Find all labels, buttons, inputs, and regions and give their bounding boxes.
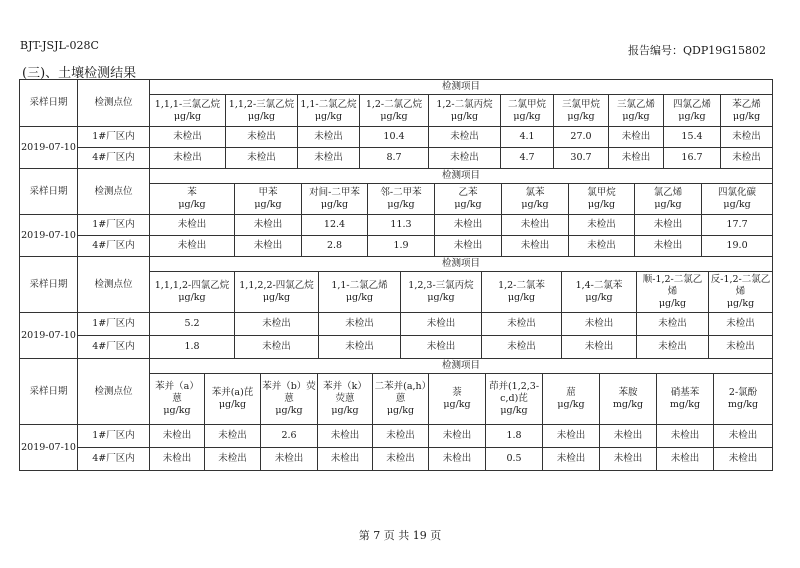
item-header <box>302 184 368 215</box>
item-name: 氯苯 <box>525 187 545 199</box>
result-value: 未检出 <box>226 148 298 169</box>
item-unit: μg/kg <box>262 292 291 303</box>
sample-point: 4#厂区内 <box>78 336 150 359</box>
item-unit: μg/kg <box>567 110 595 122</box>
sample-point: 4#厂区内 <box>78 236 150 257</box>
item-unit: μg/kg <box>380 110 408 122</box>
item-unit: μg/kg <box>678 110 706 122</box>
result-value: 未检出 <box>637 336 709 359</box>
result-value: 未检出 <box>226 127 298 148</box>
item-name: 1,4-二氯苯 <box>575 280 623 292</box>
table-row <box>20 148 773 169</box>
item-unit: mg/kg <box>612 399 644 410</box>
item-unit: μg/kg <box>275 404 303 416</box>
sample-point: 1#厂区内 <box>78 215 150 236</box>
page-footer: 第 7 页 共 19 页 <box>358 529 442 542</box>
item-unit: μg/kg <box>254 199 282 210</box>
item-header <box>486 374 543 425</box>
item-name: 对间-二甲苯 <box>309 187 360 199</box>
item-name: 1,1,1,2-四氯乙烷 <box>154 280 230 292</box>
item-name: 1,2-二氯丙烷 <box>436 98 493 110</box>
item-unit: μg/kg <box>585 292 613 303</box>
result-value: 未检出 <box>298 148 360 169</box>
item-header <box>501 95 554 127</box>
item-name: 顺-1,2-二氯乙烯 <box>642 274 703 298</box>
result-value: 未检出 <box>318 425 373 448</box>
result-value: 10.4 <box>360 127 429 148</box>
item-name: 二苯并(a,h）蒽 <box>374 381 427 405</box>
point-header: 检测点位 <box>78 359 150 425</box>
item-header <box>150 95 226 127</box>
item-name: 2-氯酚 <box>728 387 758 399</box>
item-name: 硝基苯 <box>670 387 700 399</box>
item-header <box>150 272 235 313</box>
sample-date: 2019-07-10 <box>20 313 78 359</box>
date-header: 采样日期 <box>20 169 78 215</box>
item-name: 四氯乙烯 <box>672 98 711 110</box>
result-value: 未检出 <box>600 425 657 448</box>
item-name: 甲苯 <box>258 187 278 199</box>
item-header <box>702 184 773 215</box>
item-name: 1,1-二氯乙烯 <box>331 280 388 292</box>
item-name: 苯并(a)芘 <box>211 387 254 399</box>
item-header <box>435 184 502 215</box>
item-name: 1,1,2,2-四氯乙烷 <box>239 280 314 292</box>
item-unit: μg/kg <box>178 199 206 210</box>
date-header: 采样日期 <box>20 80 78 127</box>
item-unit: μg/kg <box>521 199 549 210</box>
item-header <box>600 374 657 425</box>
item-unit: mg/kg <box>669 399 701 410</box>
item-name: 萘 <box>452 387 462 399</box>
result-value: 未检出 <box>429 148 501 169</box>
item-header <box>609 95 664 127</box>
result-table-1 <box>19 79 773 169</box>
item-unit: μg/kg <box>658 297 687 309</box>
result-value: 未检出 <box>709 313 773 336</box>
result-value: 未检出 <box>502 236 569 257</box>
item-name: 苯 <box>187 187 197 199</box>
item-header <box>226 95 298 127</box>
result-value: 未检出 <box>150 148 226 169</box>
item-header <box>554 95 609 127</box>
item-unit: μg/kg <box>726 297 755 309</box>
item-name: 1,1,2-三氯乙烷 <box>228 98 295 110</box>
result-value: 2.6 <box>261 425 318 448</box>
item-unit: μg/kg <box>654 199 682 210</box>
sample-date: 2019-07-10 <box>20 127 78 169</box>
items-header: 检测项目 <box>150 359 773 374</box>
item-header <box>318 374 373 425</box>
result-table-4 <box>19 358 773 471</box>
item-name: 1,2-二氯苯 <box>498 280 545 292</box>
item-unit: μg/kg <box>587 199 616 210</box>
item-header <box>205 374 261 425</box>
item-header <box>543 374 600 425</box>
result-value: 未检出 <box>562 313 637 336</box>
result-value: 未检出 <box>482 336 562 359</box>
table-row <box>20 236 773 257</box>
result-value: 未检出 <box>261 448 318 471</box>
result-value: 30.7 <box>554 148 609 169</box>
point-header: 检测点位 <box>78 257 150 313</box>
item-header <box>373 374 429 425</box>
item-unit: μg/kg <box>163 404 191 416</box>
result-value: 未检出 <box>657 448 714 471</box>
table-row <box>20 336 773 359</box>
point-header: 检测点位 <box>78 169 150 215</box>
result-table-2 <box>19 168 773 257</box>
result-value: 未检出 <box>482 313 562 336</box>
item-unit: μg/kg <box>387 199 415 210</box>
items-header: 检测项目 <box>150 169 773 184</box>
item-unit: mg/kg <box>727 399 759 410</box>
item-header <box>150 184 235 215</box>
item-name: 邻-二甲苯 <box>380 187 422 199</box>
result-value: 未检出 <box>205 448 261 471</box>
item-header <box>637 272 709 313</box>
item-unit: μg/kg <box>218 399 247 410</box>
item-header <box>721 95 773 127</box>
sample-date: 2019-07-10 <box>20 425 78 471</box>
result-value: 未检出 <box>298 127 360 148</box>
item-name: 四氯化碳 <box>718 187 757 199</box>
item-unit: μg/kg <box>345 292 374 303</box>
item-name: 二氯甲烷 <box>507 98 546 110</box>
item-header <box>714 374 773 425</box>
result-value: 未检出 <box>635 215 702 236</box>
result-value: 未检出 <box>235 215 302 236</box>
result-value: 未检出 <box>150 425 205 448</box>
item-name: 三氯乙烯 <box>616 98 655 110</box>
item-unit: μg/kg <box>500 404 528 416</box>
result-value: 未检出 <box>635 236 702 257</box>
result-value: 未检出 <box>150 127 226 148</box>
item-name: 苯乙烯 <box>732 98 761 110</box>
result-table-3 <box>19 256 773 359</box>
item-name: 苯并（k）荧蒽 <box>323 381 367 405</box>
result-value: 未检出 <box>373 448 429 471</box>
table-row <box>20 425 773 448</box>
report-number: 报告编号：QDP19G15802 <box>627 44 766 57</box>
result-value: 未检出 <box>319 336 401 359</box>
item-name: 氯甲烷 <box>587 187 616 199</box>
sample-point: 4#厂区内 <box>78 148 150 169</box>
result-value: 未检出 <box>401 336 482 359</box>
item-header <box>429 95 501 127</box>
result-value: 4.7 <box>501 148 554 169</box>
result-value: 未检出 <box>721 148 773 169</box>
item-unit: μg/kg <box>331 404 359 416</box>
item-header <box>368 184 435 215</box>
result-value: 1.8 <box>486 425 543 448</box>
result-value: 未检出 <box>714 448 773 471</box>
item-name: 茚并(1,2,3-c,d)芘 <box>488 381 540 405</box>
item-header <box>664 95 721 127</box>
item-header <box>235 272 319 313</box>
result-value: 未检出 <box>609 127 664 148</box>
item-header <box>482 272 562 313</box>
date-header: 采样日期 <box>20 359 78 425</box>
item-unit: μg/kg <box>314 110 343 122</box>
result-value: 2.8 <box>302 236 368 257</box>
item-name: 1,2,3-三氯丙烷 <box>408 280 474 292</box>
result-value: 未检出 <box>150 236 235 257</box>
item-header <box>502 184 569 215</box>
item-name: 1,1,1-三氯乙烷 <box>154 98 221 110</box>
result-value: 未检出 <box>373 425 429 448</box>
result-value: 未检出 <box>502 215 569 236</box>
result-value: 未检出 <box>319 313 401 336</box>
result-value: 未检出 <box>235 336 319 359</box>
result-value: 27.0 <box>554 127 609 148</box>
form-code: BJT-JSJL-028C <box>20 39 99 52</box>
table-row <box>20 448 773 471</box>
item-name: 三氯甲烷 <box>561 98 600 110</box>
item-unit: μg/kg <box>443 399 471 410</box>
result-value: 未检出 <box>235 236 302 257</box>
result-value: 未检出 <box>543 425 600 448</box>
item-unit: μg/kg <box>454 199 482 210</box>
result-value: 未检出 <box>318 448 373 471</box>
item-header <box>298 95 360 127</box>
result-value: 未检出 <box>150 448 205 471</box>
sample-point: 1#厂区内 <box>78 313 150 336</box>
item-header <box>319 272 401 313</box>
result-value: 4.1 <box>501 127 554 148</box>
item-header <box>709 272 773 313</box>
result-value: 未检出 <box>562 336 637 359</box>
item-header <box>261 374 318 425</box>
item-header <box>657 374 714 425</box>
item-name: 苯胺 <box>618 387 638 399</box>
item-unit: μg/kg <box>557 399 585 410</box>
section-title: (三)、土壤检测结果 <box>22 66 137 81</box>
item-name: 1,2-二氯乙烷 <box>365 98 423 110</box>
result-value: 未检出 <box>150 215 235 236</box>
result-value: 未检出 <box>709 336 773 359</box>
result-value: 0.5 <box>486 448 543 471</box>
result-value: 未检出 <box>401 313 482 336</box>
result-value: 1.9 <box>368 236 435 257</box>
result-value: 未检出 <box>429 425 486 448</box>
result-value: 未检出 <box>543 448 600 471</box>
item-name: 苯并（a）蒽 <box>155 381 199 405</box>
item-unit: μg/kg <box>723 199 751 210</box>
result-value: 未检出 <box>429 448 486 471</box>
item-header <box>635 184 702 215</box>
result-value: 未检出 <box>569 215 635 236</box>
item-name: 乙苯 <box>458 187 478 199</box>
item-unit: μg/kg <box>732 110 761 122</box>
item-name: 䓛 <box>566 387 576 399</box>
item-name: 苯并（b）荧蒽 <box>262 381 316 405</box>
table-row <box>20 215 773 236</box>
item-header <box>401 272 482 313</box>
item-unit: μg/kg <box>386 404 415 416</box>
item-unit: μg/kg <box>622 110 650 122</box>
result-value: 未检出 <box>714 425 773 448</box>
result-value: 12.4 <box>302 215 368 236</box>
items-header: 检测项目 <box>150 80 773 95</box>
item-header <box>429 374 486 425</box>
date-header: 采样日期 <box>20 257 78 313</box>
result-value: 15.4 <box>664 127 721 148</box>
item-unit: μg/kg <box>178 292 206 303</box>
result-value: 1.8 <box>150 336 235 359</box>
item-name: 反-1,2-二氯乙烯 <box>710 274 771 298</box>
result-value: 16.7 <box>664 148 721 169</box>
table-row <box>20 313 773 336</box>
item-header <box>562 272 637 313</box>
sample-point: 1#厂区内 <box>78 425 150 448</box>
result-value: 未检出 <box>657 425 714 448</box>
result-value: 未检出 <box>235 313 319 336</box>
result-value: 5.2 <box>150 313 235 336</box>
point-header: 检测点位 <box>78 80 150 127</box>
item-header <box>360 95 429 127</box>
item-header <box>150 374 205 425</box>
result-value: 未检出 <box>429 127 501 148</box>
result-value: 未检出 <box>721 127 773 148</box>
item-unit: μg/kg <box>450 110 479 122</box>
table-row <box>20 127 773 148</box>
item-unit: μg/kg <box>513 110 541 122</box>
result-value: 未检出 <box>600 448 657 471</box>
sample-point: 1#厂区内 <box>78 127 150 148</box>
result-value: 11.3 <box>368 215 435 236</box>
item-unit: μg/kg <box>247 110 276 122</box>
item-name: 氯乙烯 <box>653 187 683 199</box>
result-value: 17.7 <box>702 215 773 236</box>
result-value: 未检出 <box>205 425 261 448</box>
sample-point: 4#厂区内 <box>78 448 150 471</box>
result-value: 未检出 <box>609 148 664 169</box>
result-value: 未检出 <box>435 215 502 236</box>
items-header: 检测项目 <box>150 257 773 272</box>
result-value: 未检出 <box>569 236 635 257</box>
result-value: 未检出 <box>637 313 709 336</box>
result-value: 19.0 <box>702 236 773 257</box>
item-unit: μg/kg <box>427 292 455 303</box>
item-unit: μg/kg <box>320 199 349 210</box>
item-unit: μg/kg <box>173 110 202 122</box>
soil-results-sheet <box>19 80 772 471</box>
result-value: 未检出 <box>435 236 502 257</box>
item-header <box>569 184 635 215</box>
sample-date: 2019-07-10 <box>20 215 78 257</box>
item-unit: μg/kg <box>507 292 536 303</box>
item-name: 1,1-二氯乙烷 <box>300 98 357 110</box>
item-header <box>235 184 302 215</box>
result-value: 8.7 <box>360 148 429 169</box>
